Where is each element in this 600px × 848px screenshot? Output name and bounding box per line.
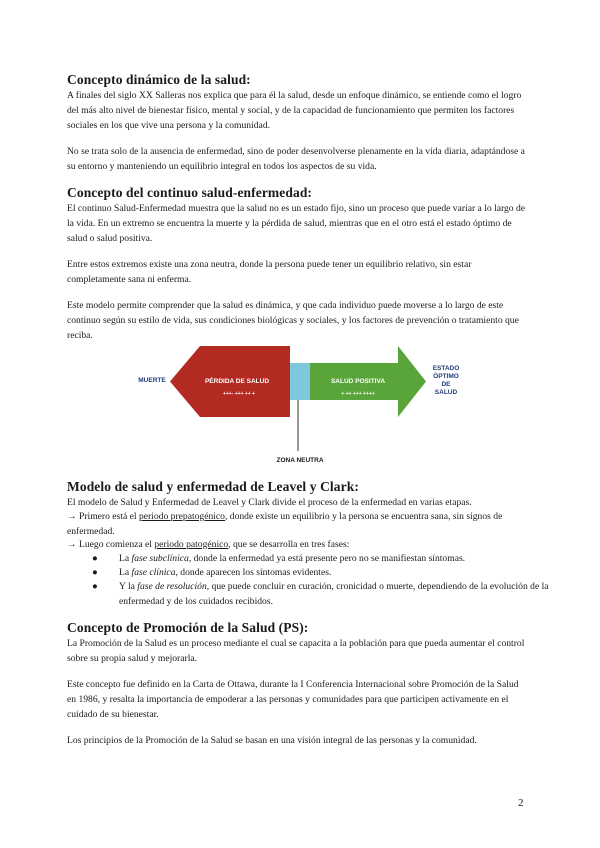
pathogenic-term: periodo patogénico [154, 539, 229, 550]
paragraph: Los principios de la Promoción de la Salud se basan en una visión integral de las personas y la comunidad. [67, 735, 477, 746]
heading-leavel-clark: Modelo de salud y enfermedad de Leavel y Clark: [67, 479, 359, 494]
bullet-icon: ● [92, 567, 98, 578]
text-span: , donde aparecen los síntomas evidentes. [175, 567, 332, 578]
prepathogenic-line [67, 509, 529, 539]
heading-health-continuum: Concepto del continuo salud-enfermedad: [67, 185, 313, 200]
page-number: 2 [518, 797, 524, 809]
paragraph: No se trata solo de la ausencia de enfermedad, sino de poder desenvolverse plenamente en la vida diaria, adaptándose a su entorno y manteniendo un equilibrio integral en todos los aspectos de su vida. [67, 146, 525, 172]
pathogenic-line [67, 537, 529, 552]
text-span: , donde la enfermedad ya está presente pero no se manifiestan síntomas. [188, 553, 466, 564]
positive-health-label: SALUD POSITIVA [330, 378, 386, 385]
text-span: La [119, 567, 132, 578]
optimal-health-label [424, 365, 468, 397]
positive-intensity-marks: + ++ +++ ++++ [341, 391, 375, 397]
prepathogenic-term: periodo prepatogénico [138, 511, 225, 522]
paragraph: El modelo de Salud y Enfermedad de Leavel y Clark divide el proceso de la enfermedad en varias etapas. [67, 497, 472, 508]
loss-intensity-marks: +++- +++ ++ + [222, 391, 256, 397]
text-span: , que se desarrolla en tres fases: [228, 539, 350, 550]
text-span: Y la [119, 581, 138, 592]
neutral-zone-label: ZONA NEUTRA [276, 457, 324, 464]
optimal-health-line: DE [441, 381, 451, 388]
heading-dynamic-health: Concepto dinámico de la salud: [67, 72, 251, 87]
text-span: → Luego comienza el [67, 539, 155, 550]
paragraph: A finales del siglo XX Salleras nos explica que para él la salud, desde un enfoque dinámico, se entiende como el logro del más alto nivel de bienestar físico, mental y social, y de la capacidad de funcionamiento que permiten los factores sociales en los que vive una persona y la comunidad. [67, 90, 522, 131]
list-item [92, 551, 559, 566]
list-item [92, 565, 559, 580]
text-span: → Primero está el [67, 511, 139, 522]
text-span: , donde existe un equilibrio y la persona se encuentra sana, sin signos de enfermedad. [67, 511, 503, 537]
bullet-icon: ● [92, 581, 98, 592]
optimal-health-line: ESTADO [432, 365, 460, 372]
heading-health-promotion: Concepto de Promoción de la Salud (PS): [67, 620, 309, 635]
subclinical-term: fase subclínica [131, 553, 189, 564]
neutral-zone-band [290, 363, 310, 400]
text-span: La [119, 553, 132, 564]
paragraph: El continuo Salud-Enfermedad muestra que la salud no es un estado fijo, sino un proceso que puede variar a lo largo de la vida. En un extremo se encuentra la muerte y la pérdida de salud, mientras que en el otro está el estado óptimo de salud o salud positiva. [67, 203, 526, 244]
resolution-term: fase de resolución [137, 581, 207, 592]
paragraph: Este modelo permite comprender que la salud es dinámica, y que cada individuo puede moverse a lo largo de este continuo según su estilo de vida, sus condiciones biológicas y sociales, y los factores de prevención o tratamiento que reciba. [67, 300, 519, 341]
list-item [92, 579, 559, 609]
death-label: MUERTE [138, 377, 166, 384]
loss-of-health-label: PÉRDIDA DE SALUD [204, 378, 270, 385]
paragraph: Este concepto fue definido en la Carta de Ottawa, durante la I Conferencia Internacional sobre Promoción de la Salud en 1986, y resalta la importancia de empoderar a las personas y comunidades para que participen activamente en el cuidado de su bienestar. [67, 679, 519, 720]
optimal-health-line: ÓPTIMO [433, 373, 459, 380]
bullet-icon: ● [92, 553, 98, 564]
paragraph: Entre estos extremos existe una zona neutra, donde la persona puede tener un equilibrio relativo, sin estar completamente sana ni enferma. [67, 259, 472, 285]
clinical-term: fase clínica [131, 567, 176, 578]
text-span: , que puede concluir en curación, cronicidad o muerte, dependiendo de la evolución de la enfermedad y de los cuidados recibidos. [119, 581, 549, 607]
optimal-health-line: SALUD [434, 389, 458, 396]
paragraph: La Promoción de la Salud es un proceso mediante el cual se capacita a la población para que pueda aumentar el control sobre su propia salud y mejorarla. [67, 638, 525, 664]
